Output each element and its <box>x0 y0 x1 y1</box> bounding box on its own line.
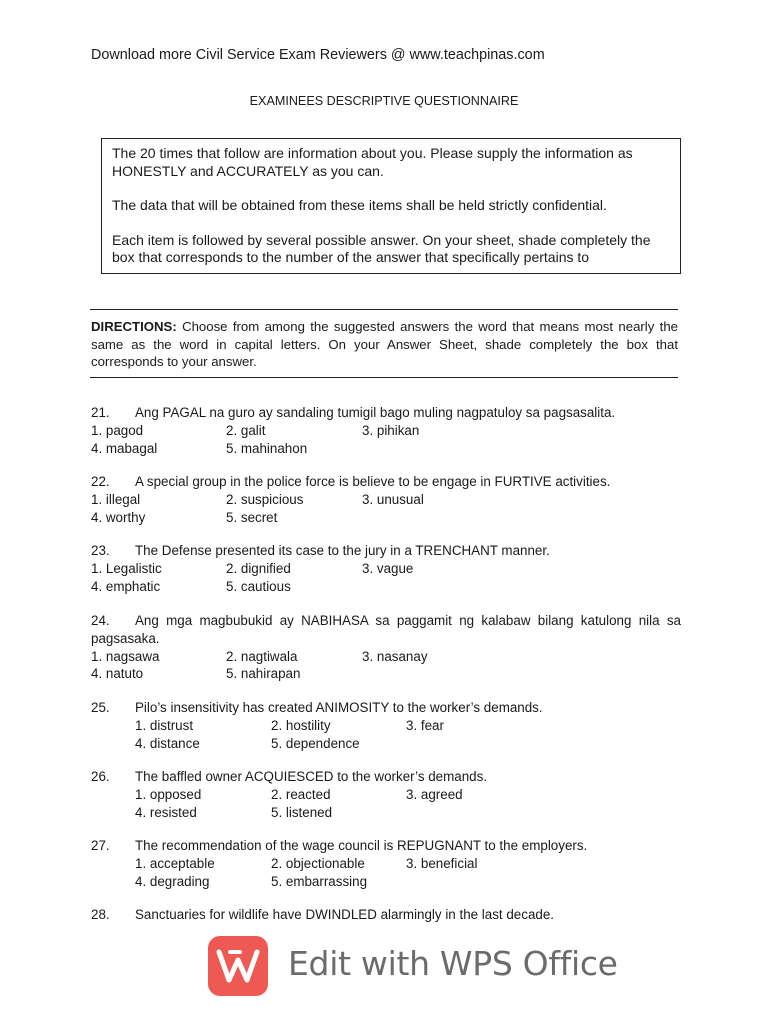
question-number: 24. <box>91 613 110 628</box>
wps-edit-text: Edit with WPS Office <box>288 944 618 983</box>
question-number: 27. <box>91 838 110 853</box>
question-text: Sanctuaries for wildlife have DWINDLED alarmingly in the last decade. <box>135 907 555 922</box>
wps-edit-banner[interactable] <box>208 936 618 1000</box>
info-box <box>101 138 681 274</box>
option: 4. natuto <box>91 666 144 682</box>
question-25 <box>91 699 681 752</box>
option: 3. fear <box>406 717 444 733</box>
directions <box>91 318 678 371</box>
option: 4. worthy <box>91 509 146 525</box>
option: 3. nasanay <box>362 648 428 664</box>
option: 3. unusual <box>362 491 424 507</box>
question-27 <box>91 837 681 890</box>
option: 4. resisted <box>135 804 197 820</box>
question-number: 21. <box>91 405 110 420</box>
info-paragraph-3: Each item is followed by several possible answer. On your sheet, shade completely the box that corresponds to the number of the answer that specifically pertains to <box>112 231 651 266</box>
question-text: A special group in the police force is believe to be engage in FURTIVE activities. <box>135 474 611 489</box>
question-21 <box>91 404 681 457</box>
question-text: Pilo’s insensitivity has created ANIMOSITY to the worker’s demands. <box>135 700 543 715</box>
divider-bottom <box>90 377 678 378</box>
question-text-line-2: pagsasaka. <box>91 630 160 646</box>
option: 3. vague <box>362 560 414 576</box>
question-22 <box>91 473 681 526</box>
option: 5. nahirapan <box>226 666 301 682</box>
option: 2. galit <box>226 422 266 438</box>
option: 5. listened <box>271 804 333 820</box>
option: 1. acceptable <box>135 855 215 871</box>
document-title: EXAMINEES DESCRIPTIVE QUESTIONNAIRE <box>249 94 519 108</box>
divider-top <box>90 309 678 310</box>
question-text-line-1: Ang mga magbubukid ay NABIHASA sa paggamit ng kalabaw bilang katulong nila sa <box>135 613 681 628</box>
option: 2. nagtiwala <box>226 648 298 664</box>
directions-text: Choose from among the suggested answers the word that means most nearly the same as the word in capital letters. On your Answer Sheet, shade completely the box that corresponds to your answer. <box>91 319 678 370</box>
option: 4. degrading <box>135 873 210 889</box>
wps-logo-icon <box>208 936 268 996</box>
option: 3. pihikan <box>362 422 420 438</box>
question-text: The Defense presented its case to the jury in a TRENCHANT manner. <box>135 543 550 558</box>
question-number: 23. <box>91 543 110 558</box>
option: 2. objectionable <box>271 855 365 871</box>
question-number: 22. <box>91 474 110 489</box>
option: 5. mahinahon <box>226 440 308 456</box>
option: 4. mabagal <box>91 440 158 456</box>
question-26 <box>91 768 681 821</box>
header-link-text: Download more Civil Service Exam Reviewers @ www.teachpinas.com <box>91 47 545 63</box>
info-paragraph-1: The 20 times that follow are information about you. Please supply the information as HONESTLY and ACCURATELY as you can. <box>112 145 633 179</box>
option: 5. dependence <box>271 735 360 751</box>
question-text: The baffled owner ACQUIESCED to the worker’s demands. <box>135 769 488 784</box>
option: 3. beneficial <box>406 855 478 871</box>
option: 1. distrust <box>135 717 194 733</box>
question-number: 25. <box>91 700 110 715</box>
option: 1. opposed <box>135 786 202 802</box>
option: 4. emphatic <box>91 578 161 594</box>
option: 2. hostility <box>271 717 331 733</box>
question-28 <box>91 906 681 924</box>
question-number: 26. <box>91 769 110 784</box>
option: 3. agreed <box>406 786 463 802</box>
question-number: 28. <box>91 907 110 922</box>
option: 5. cautious <box>226 578 291 594</box>
option: 2. reacted <box>271 786 331 802</box>
option: 2. suspicious <box>226 491 304 507</box>
option: 4. distance <box>135 735 200 751</box>
option: 2. dignified <box>226 560 291 576</box>
option: 1. illegal <box>91 491 141 507</box>
info-paragraph-2: The data that will be obtained from these items shall be held strictly confidential. <box>112 197 607 214</box>
question-23 <box>91 542 681 595</box>
question-text: Ang PAGAL na guro ay sandaling tumigil bago muling nagpatuloy sa pagsasalita. <box>135 405 616 420</box>
option: 1. Legalistic <box>91 560 162 576</box>
option: 5. embarrassing <box>271 873 368 889</box>
option: 1. pagod <box>91 422 144 438</box>
option: 5. secret <box>226 509 278 525</box>
option: 1. nagsawa <box>91 648 160 664</box>
question-24 <box>91 612 681 683</box>
question-text: The recommendation of the wage council is REPUGNANT to the employers. <box>135 838 588 853</box>
directions-label: DIRECTIONS: <box>91 319 177 334</box>
wps-w-mark <box>216 948 260 984</box>
